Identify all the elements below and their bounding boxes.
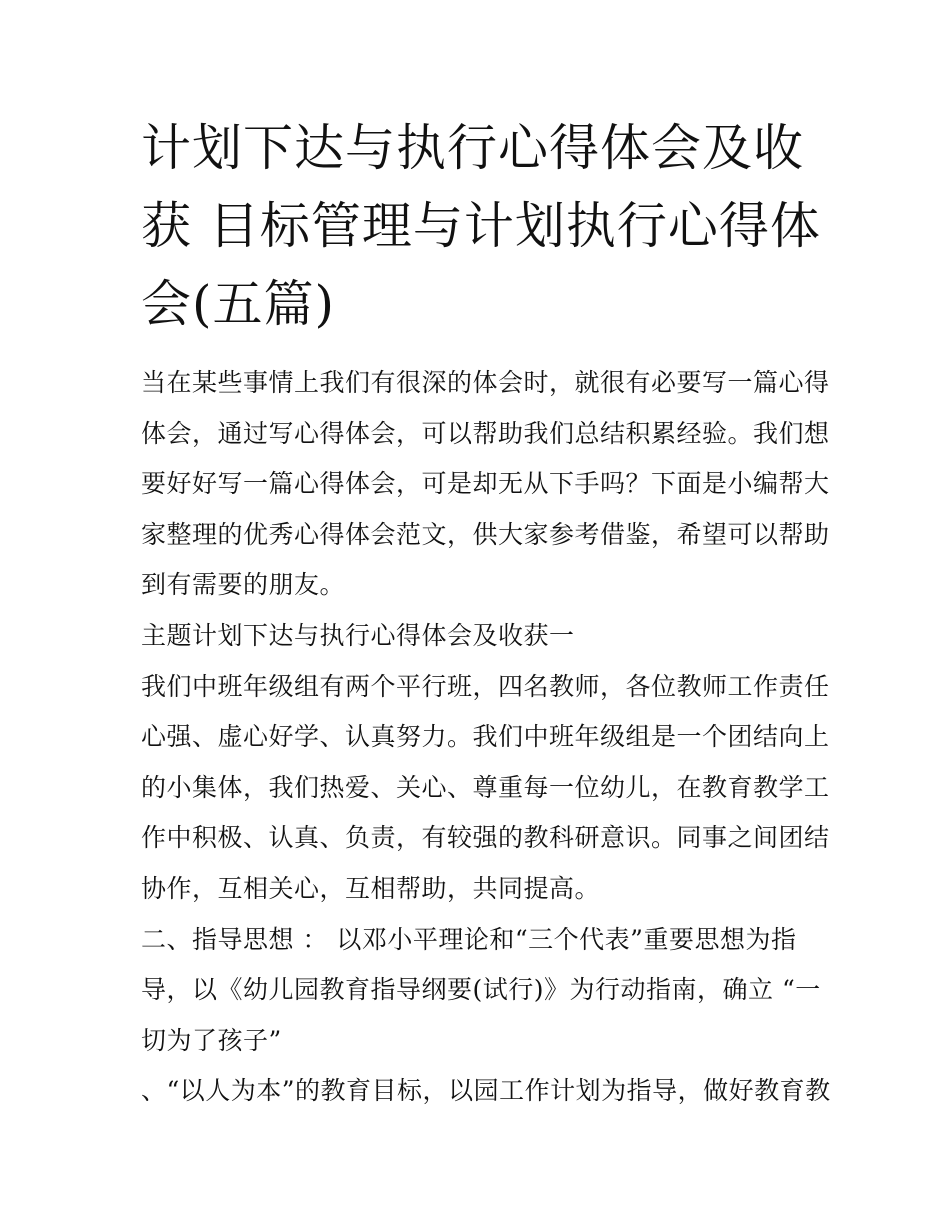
text-line: 协作，互相关心，互相帮助，共同提高。 [141, 873, 601, 903]
text-line: 、“以人为本”的教育目标，以园工作计划为指导，做好教育教 [141, 1076, 831, 1106]
document-content [141, 116, 831, 1117]
text-line: 到有需要的朋友。 [141, 570, 346, 600]
text-line: 二、指导思想 ： 以邓小平理论和“三个代表”重要思想为指 [141, 924, 797, 954]
document-body [141, 358, 831, 1117]
text-line: 的小集体，我们热爱、关心、尊重每一位幼儿，在教育教学工 [141, 772, 830, 802]
title-line: 获 目标管理与计划执行心得体 [141, 197, 821, 255]
text-line: 体会，通过写心得体会，可以帮助我们总结积累经验。我们想 [141, 418, 830, 448]
intro-paragraph [141, 358, 830, 611]
title-line: 计划下达与执行心得体会及收 [141, 119, 804, 177]
text-line: 当在某些事情上我们有很深的体会时，就很有必要写一篇心得 [141, 368, 830, 397]
paragraph-team [141, 662, 830, 915]
text-line: 家整理的优秀心得体会范文，供大家参考借鉴，希望可以帮助 [141, 519, 830, 549]
text-line: 我们中班年级组有两个平行班，四名教师，各位教师工作责任 [141, 671, 830, 701]
section-heading: 主题计划下达与执行心得体会及收获一 [141, 620, 575, 650]
text-line: 导，以《幼儿园教育指导纲要(试行)》为行动指南，确立 “一 [141, 975, 821, 1005]
text-line: 作中积极、认真、负责，有较强的教科研意识。同事之间团结 [141, 823, 830, 853]
document-title [141, 116, 821, 336]
text-line: 切为了孩子” [141, 1025, 282, 1055]
text-line: 心强、虚心好学、认真努力。我们中班年级组是一个团结向上 [141, 722, 830, 752]
title-line: 会(五篇) [141, 275, 336, 333]
text-line: 要好好写一篇心得体会，可是却无从下手吗？下面是小编帮大 [141, 469, 830, 499]
paragraph-guiding-ideology [141, 915, 831, 1117]
